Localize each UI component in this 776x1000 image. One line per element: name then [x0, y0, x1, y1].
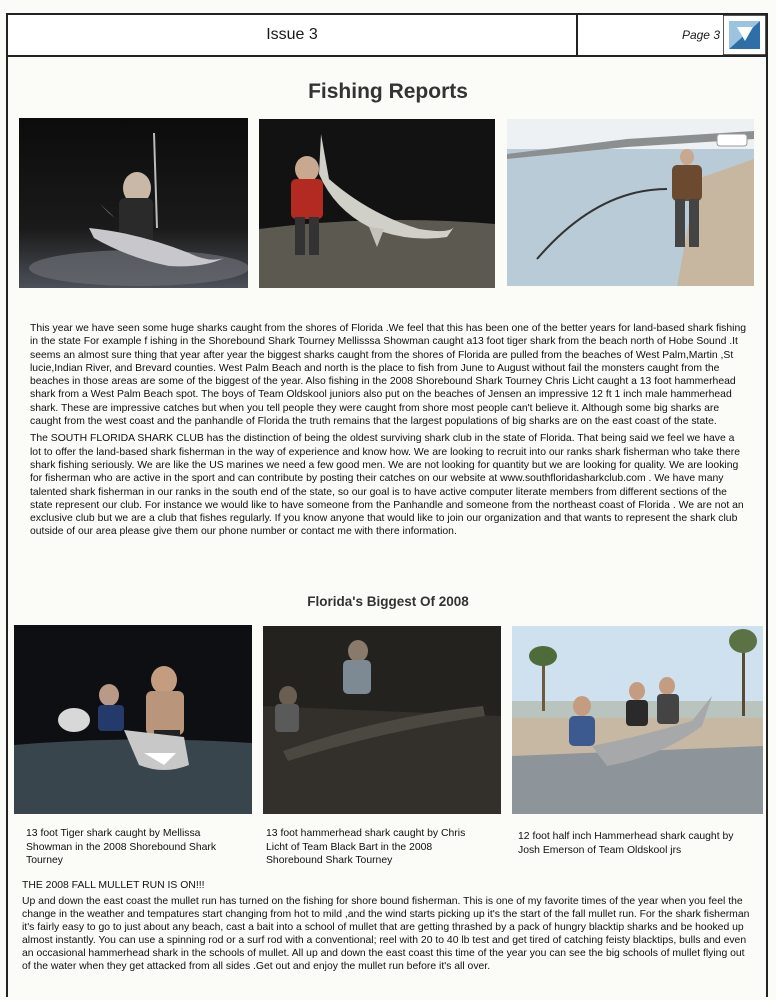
- section-subtitle: Florida's Biggest Of 2008: [307, 594, 469, 609]
- photo-tiger-shark: [14, 625, 252, 814]
- mullet-run-text: Up and down the east coast the mullet run has turned on the fishing for shore bound fisherman. This is one of my favorite times of the year when you feel the change in the weather and tempatures start changing from hot to mild ,and the wind starts picking up it's the start of the fall mullet run. For the shark fisherman it's fairly easy to go to just about any beach, cast a bait into a school of mullet that are getting thrashed by a pack of hungry blacktip sharks and be hooked up almost instantly. You can use a spinning rod or a surf rod with a conventional; reel with 20 to 40 lb test and get tired of catching feisty blacktips, bulls and even an occasional hammerhead shark in the schools of mullet. All up and down the east coast this time of the year you can see the big schools of mullet flying out of the water when they get attacked from all sides .Get out and enjoy the mullet run before it's all over.: [22, 896, 750, 972]
- paragraph-club-recruitment: The SOUTH FLORIDA SHARK CLUB has the distinction of being the oldest surviving shark club in the state of Florida. That being said we feel we have a lot to offer the land-based shark fisherman in the way of experience and know how. We are looking to recruit into our ranks shark fisherman who take there shark fishing seriously. We are like the US marines we need a few good men. We are not looking for quantity but we are looking for quality. We are looking for fisherman who are active in the sport and can contribute by posting their catches on our website at www.southfloridasharkclub.com . We have many talented shark fisherman in our ranks in the south end of the state, so our goal is to have active computer literate members from different sections of the state represent our club. For instance we would like to have someone from the Panhandle and someone from the northeast coast of Florida . We are not an exclusive club but we are a club that fishes regularly. If you know anyone that would like to join our organization and that wants to represent the shark club outside of our area please give them our phone number or contact me with there information.: [30, 433, 744, 538]
- photo-bridge-fishing: [507, 119, 754, 286]
- caption-hammerhead-licht: 13 foot hammerhead shark caught by Chris Licht of Team Black Bart in the 2008 Shorebound Shark Tourney: [266, 828, 466, 866]
- photo-hammerhead-day: [512, 626, 763, 814]
- mullet-run-heading: THE 2008 FALL MULLET RUN IS ON!!!: [22, 880, 205, 891]
- page-number: Page 3: [681, 28, 720, 42]
- page-header: [6, 13, 768, 57]
- photo-hammerhead-night: [263, 626, 501, 814]
- article-body: [30, 322, 746, 543]
- photo-shark-on-beach-night: [259, 119, 495, 288]
- photo-night-shark-lift: [19, 118, 248, 288]
- page-title: Fishing Reports: [308, 80, 468, 103]
- corner-logo-icon: [723, 15, 766, 55]
- caption-hammerhead-emerson: 12 foot half inch Hammerhead shark caught by Josh Emerson of Team Oldskool jrs: [518, 831, 734, 856]
- paragraph-shark-catches: This year we have seen some huge sharks caught from the shores of Florida .We feel that this has been one of the better years for land-based shark fishing in the state For example f ishing in the Shorebound Shark Tourney Mellisssa Showman caught a13 foot tiger shark from the beach north of Hobe Sound .It seems an almost sure thing that year after year the biggest sharks caught from the shores of Florida are pulled from the beaches of West Palm,Martin ,St lucie,Indian River, and Brevard counties. West Palm Beach and north is the place to fish from June to August without fail the monsters caught from the beaches in those areas are some of the biggest of the year. Also fishing in the 2008 Shorebound Shark Tourney Chris Licht caught a 13 foot hammerhead shark from a West Palm Beach spot. The boys of Team Oldskool juniors also put on the beaches of Jensen an impressive 12 ft 1 inch male hammerhead shark. These are impressive catches but when you tell people they were caught from shore most people can't believe it. Although some big sharks are caught from the west coast and the panhandle of Florida the truth remains that the largest populations of big sharks are on the east coast of the state.: [30, 323, 747, 428]
- caption-tiger-shark: 13 foot Tiger shark caught by Mellissa Showman in the 2008 Shorebound Shark Tourney: [26, 828, 217, 866]
- issue-label: Issue 3: [8, 15, 578, 55]
